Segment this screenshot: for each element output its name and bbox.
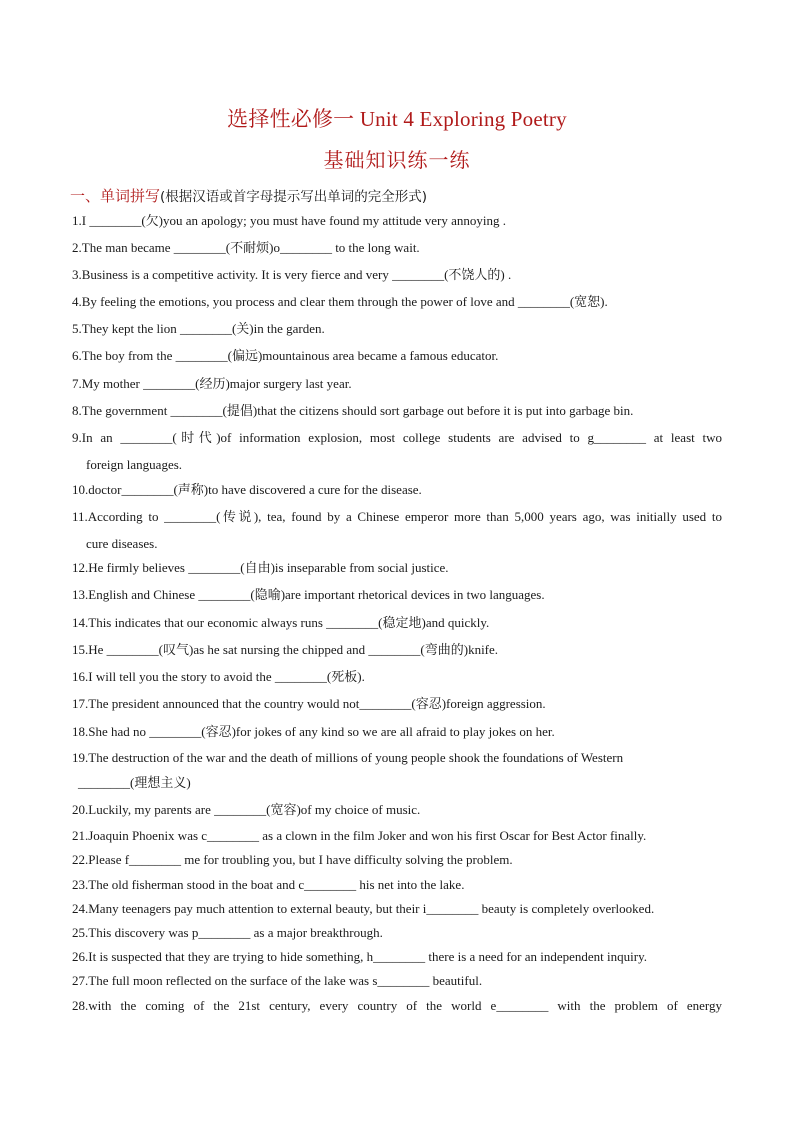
question-18: 18.She had no ________(容忍)for jokes of any kind so we are all afraid to play jokes on her. <box>72 724 555 739</box>
question-20: 20.Luckily, my parents are ________(宽容)of my choice of music. <box>72 802 421 817</box>
question-11: 11.According to ________(传说), tea, found by a Chinese emperor more than 5,000 years ago, was initially used to <box>72 509 722 524</box>
question-17: 17.The president announced that the country would not________(容忍)foreign aggression. <box>72 696 546 711</box>
section-instruction: (根据汉语或首字母提示写出单词的完全形式) <box>160 189 428 205</box>
section-title: 一、单词拼写 <box>70 187 161 205</box>
question-26: 26.It is suspected that they are trying to hide something, h________ there is a need for an independent inquiry. <box>72 949 647 964</box>
question-14: 14.This indicates that our economic always runs ________(稳定地)and quickly. <box>72 615 490 630</box>
section-heading <box>70 185 427 206</box>
question-13: 13.English and Chinese ________(隐喻)are important rhetorical devices in two languages. <box>72 587 545 602</box>
question-21: 21.Joaquin Phoenix was c________ as a clown in the film Joker and won his first Oscar for Best Actor finally. <box>72 828 647 843</box>
question-28: 28.with the coming of the 21st century, every country of the world e________ with the problem of energy <box>72 998 722 1013</box>
question-9-continuation: foreign languages. <box>86 457 183 472</box>
question-19-continuation: ________(理想主义) <box>78 775 191 790</box>
question-10: 10.doctor________(声称)to have discovered a cure for the disease. <box>72 482 422 497</box>
question-3: 3.Business is a competitive activity. It is very fierce and very ________(不饶人的) . <box>72 267 512 282</box>
document-subtitle: 基础知识练一练 <box>323 150 471 172</box>
question-27: 27.The full moon reflected on the surface of the lake was s________ beautiful. <box>72 973 483 988</box>
question-9: 9.In an ________(时代)of information explosion, most college students are advised to g________ at least two <box>72 430 722 445</box>
question-24: 24.Many teenagers pay much attention to external beauty, but their i________ beauty is completely overlooked. <box>72 901 655 916</box>
question-19: 19.The destruction of the war and the death of millions of young people shook the foundations of Western <box>72 750 624 765</box>
question-12: 12.He firmly believes ________(自由)is inseparable from social justice. <box>72 560 449 575</box>
question-25: 25.This discovery was p________ as a major breakthrough. <box>72 925 383 940</box>
document-title: 选择性必修一 Unit 4 Exploring Poetry <box>227 107 567 131</box>
question-6: 6.The boy from the ________(偏远)mountainous area became a famous educator. <box>72 348 499 363</box>
question-23: 23.The old fisherman stood in the boat and c________ his net into the lake. <box>72 877 465 892</box>
question-11-continuation: cure diseases. <box>86 536 158 551</box>
question-8: 8.The government ________(提倡)that the citizens should sort garbage out before it is put into garbage bin. <box>72 403 634 418</box>
question-16: 16.I will tell you the story to avoid the ________(死板). <box>72 669 365 684</box>
question-2: 2.The man became ________(不耐烦)o________ to the long wait. <box>72 240 420 255</box>
question-5: 5.They kept the lion ________(关)in the garden. <box>72 321 325 336</box>
question-22: 22.Please f________ me for troubling you, but I have difficulty solving the problem. <box>72 852 513 867</box>
question-7: 7.My mother ________(经历)major surgery last year. <box>72 376 352 391</box>
question-4: 4.By feeling the emotions, you process and clear them through the power of love and ________(宽恕). <box>72 294 608 309</box>
question-15: 15.He ________(叹气)as he sat nursing the chipped and ________(弯曲的)knife. <box>72 642 499 657</box>
question-1: 1.I ________(欠)you an apology; you must have found my attitude very annoying . <box>72 213 506 228</box>
